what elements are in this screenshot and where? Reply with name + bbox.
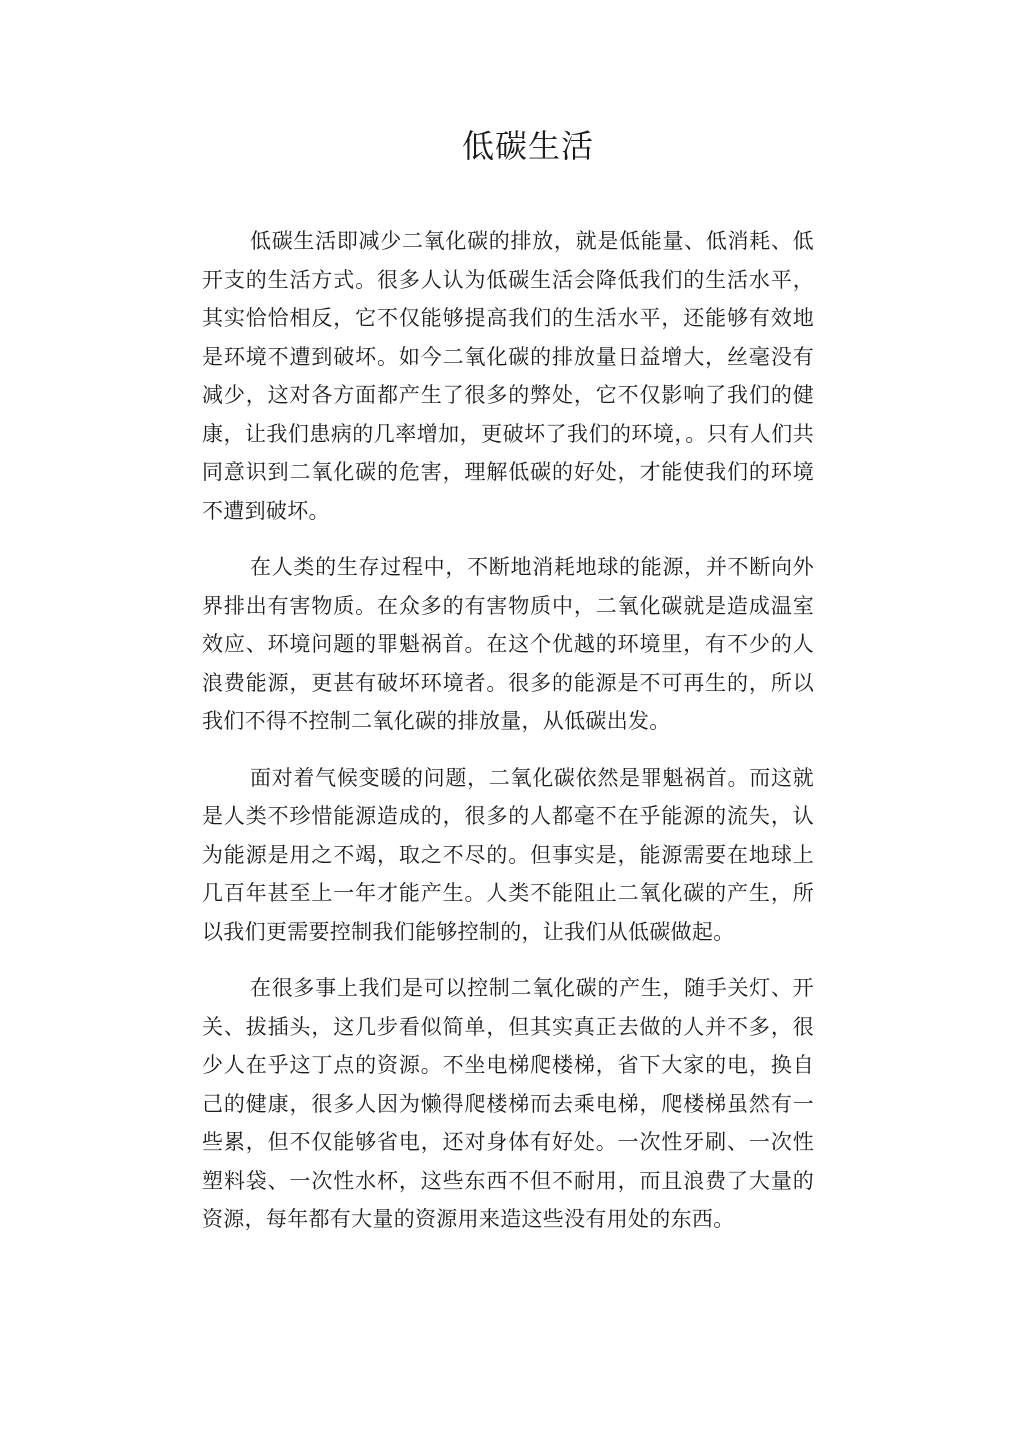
paragraph-2: 在人类的生存过程中，不断地消耗地球的能源，并不断向外界排出有害物质。在众多的有害物质中，二氧化碳就是造成温室效应、环境问题的罪魁祸首。在这个优越的环境里，有不少的人浪费能源，更甚有破坏环境者。很多的能源是不可再生的，所以我们不得不控制二氧化碳的排放量，从低碳出发。 [202, 555, 814, 733]
paragraph-4: 在很多事上我们是可以控制二氧化碳的产生，随手关灯、开关、拔插头，这几步看似简单，但其实真正去做的人并不多，很少人在乎这丁点的资源。不坐电梯爬楼梯，省下大家的电，换自己的健康，很多人因为懒得爬楼梯而去乘电梯，爬楼梯虽然有一些累，但不仅能够省电，还对身体有好处。一次性牙刷、一次性塑料袋、一次性水杯，这些东西不但不耐用，而且浪费了大量的资源，每年都有大量的资源用来造这些没有用处的东西。 [202, 976, 814, 1231]
document-body [202, 222, 814, 1257]
paragraph-1: 低碳生活即减少二氧化碳的排放，就是低能量、低消耗、低开支的生活方式。很多人认为低碳生活会降低我们的生活水平，其实恰恰相反，它不仅能够提高我们的生活水平，还能够有效地是环境不遭到破坏。如今二氧化碳的排放量日益增大，丝毫没有减少，这对各方面都产生了很多的弊处，它不仅影响了我们的健康，让我们患病的几率增加，更破坏了我们的环境，。只有人们共同意识到二氧化碳的危害，理解低碳的好处，才能使我们的环境不遭到破坏。 [202, 229, 814, 523]
document-title: 低碳生活 [461, 127, 594, 165]
paragraph-3: 面对着气候变暖的问题，二氧化碳依然是罪魁祸首。而这就是人类不珍惜能源造成的，很多的人都毫不在乎能源的流失，认为能源是用之不竭，取之不尽的。但事实是，能源需要在地球上几百年甚至上一年才能产生。人类不能阻止二氧化碳的产生，所以我们更需要控制我们能够控制的，让我们从低碳做起。 [202, 765, 814, 944]
